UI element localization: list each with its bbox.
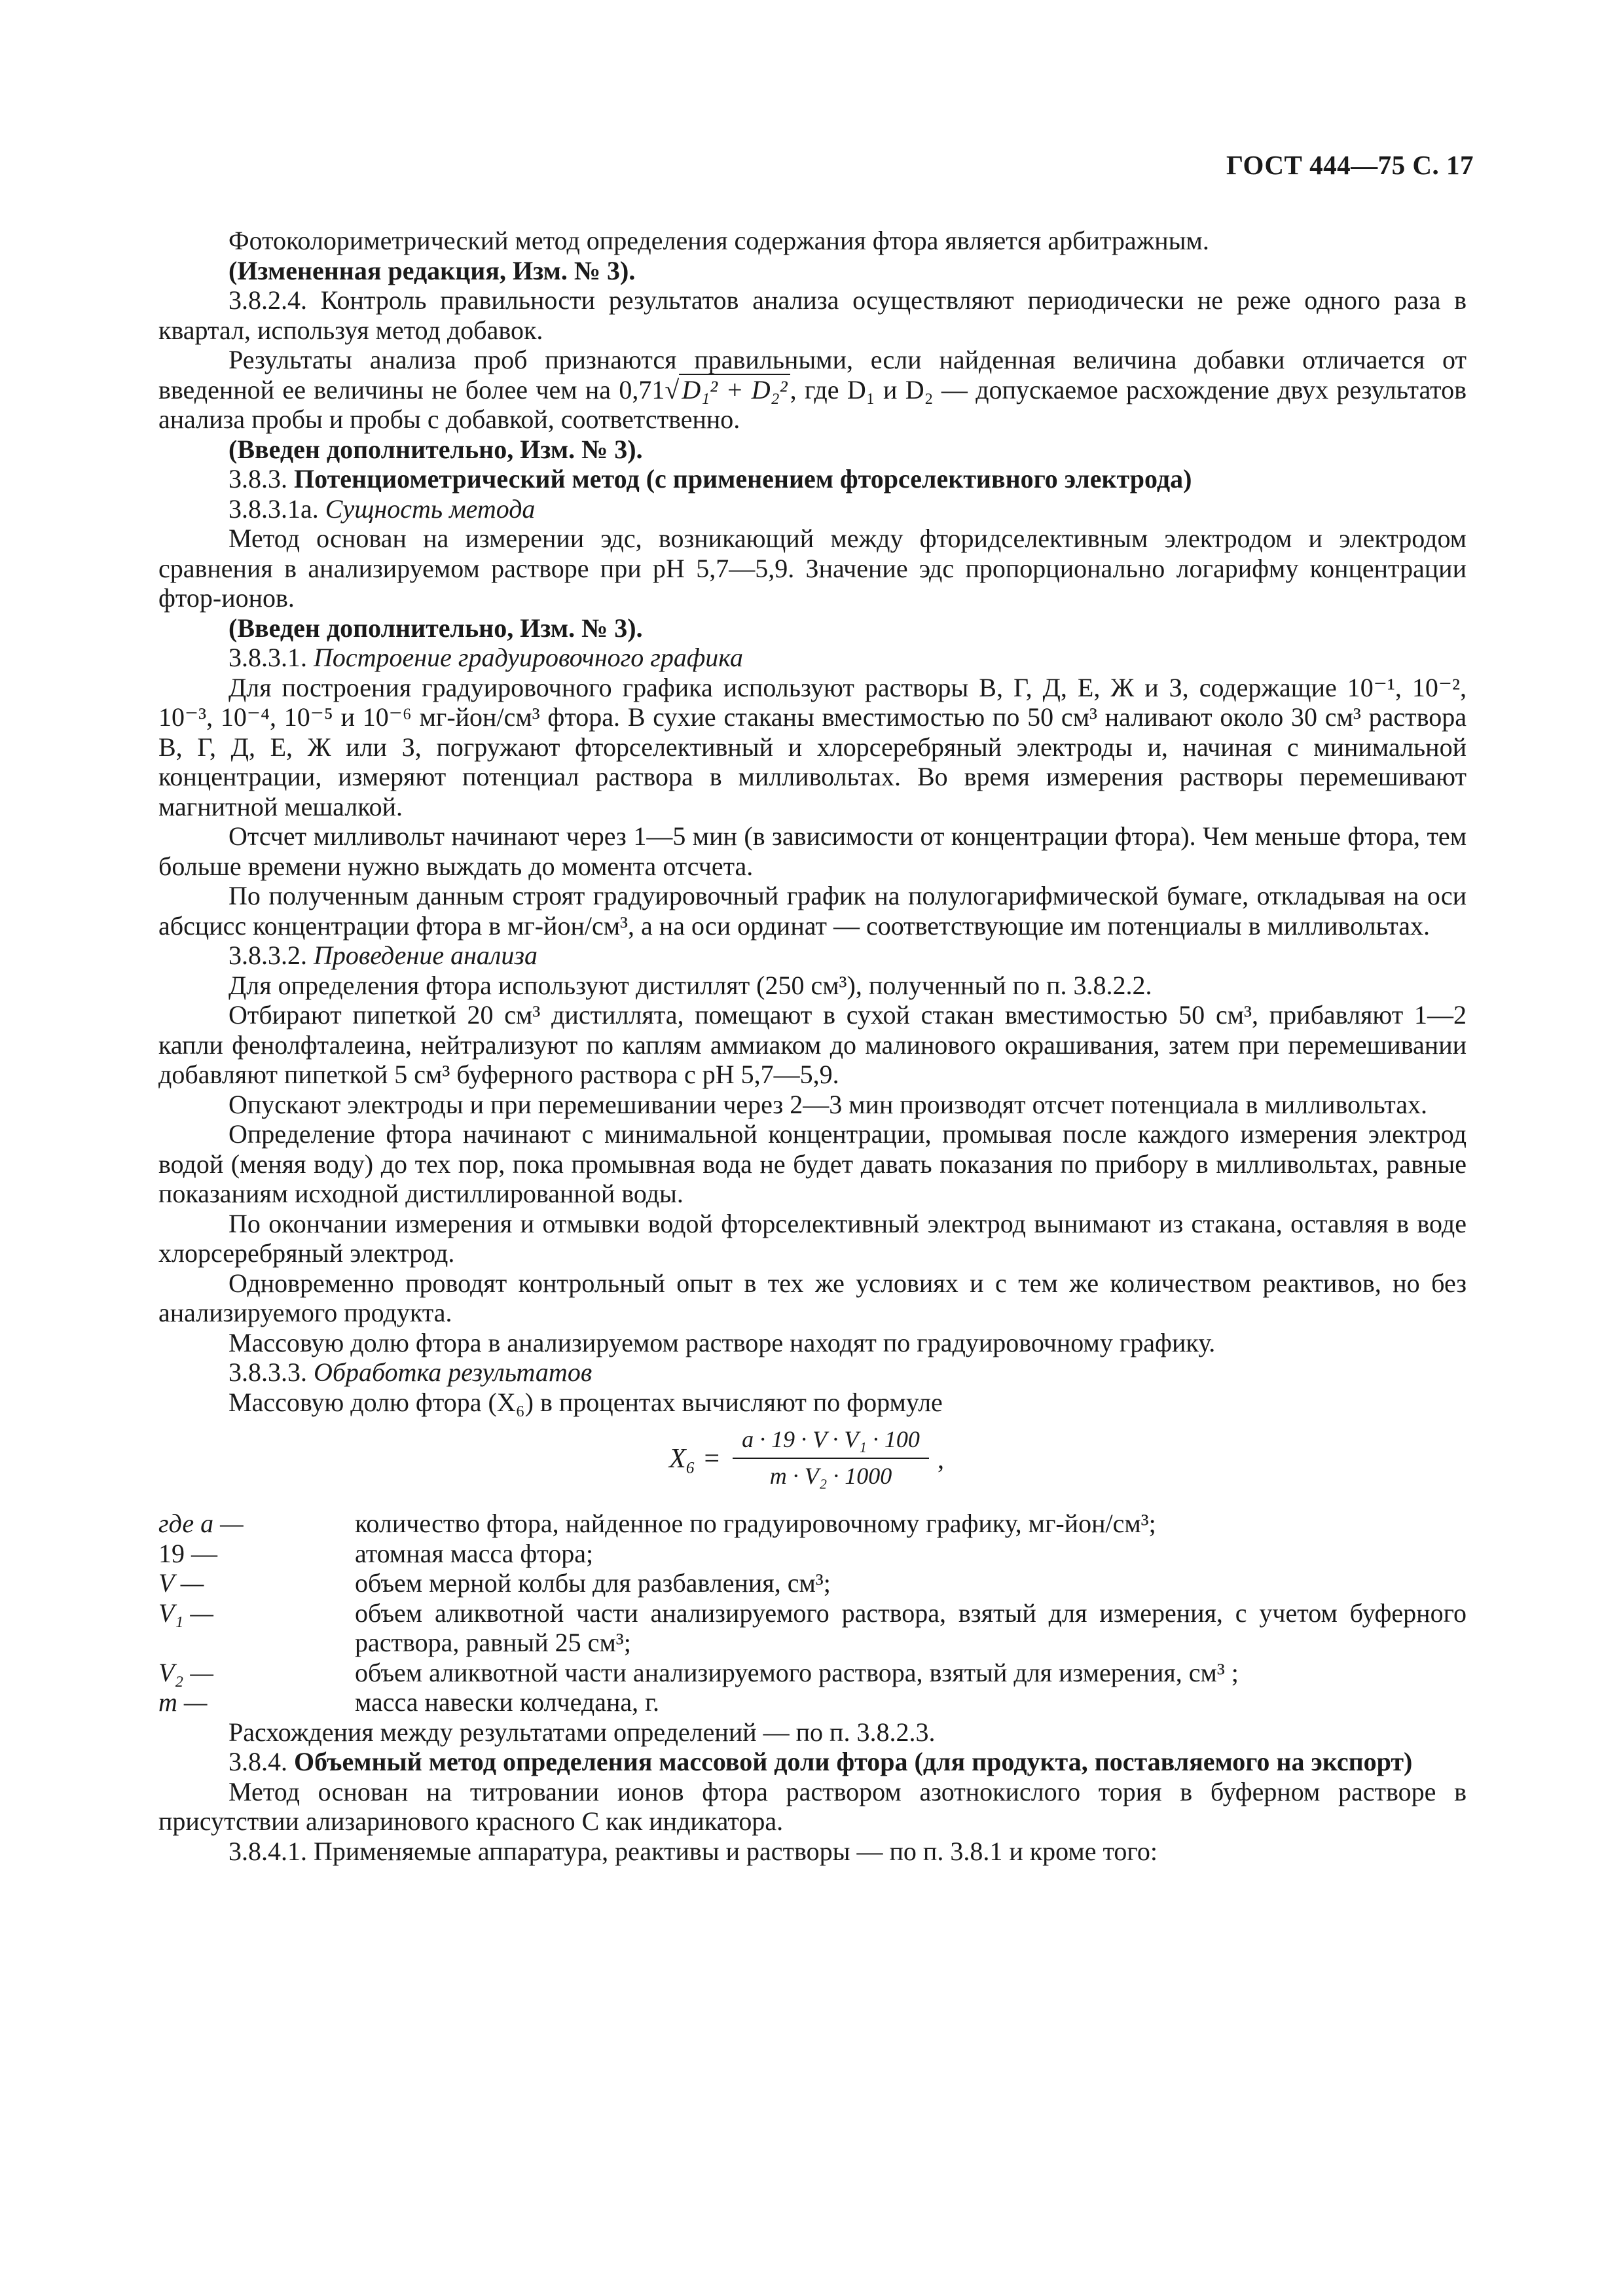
section-title: Объемный метод определения массовой доли фтора (для продукта, поставляемого на экспорт): [294, 1747, 1413, 1776]
section-title: Потенциометрический метод (с применением фторселективного электрода): [294, 464, 1192, 493]
definition-text: атомная масса фтора;: [355, 1538, 594, 1568]
running-head: ГОСТ 444—75 С. 17: [1226, 150, 1474, 180]
paragraph: Опускают электроды и при перемешивании через 2—3 мин производят отсчет потенциала в милливольтах.: [228, 1089, 1427, 1119]
text-run: , где D₁ и D₂ — допускаемое расхождение двух результатов анализа пробы и пробы с добавкой, соответственно.: [158, 374, 1467, 434]
subsection-title: Проведение анализа: [314, 941, 538, 970]
paragraph: Для построения градуировочного графика используют растворы В, Г, Д, Е, Ж и З, содержащие 10⁻¹, 10⁻², 10⁻³, 10⁻⁴, 10⁻⁵ и 10⁻⁶ мг-йон/см³ фтора. В сухие стаканы вместимостью по 50 см³ наливают около 30 см³ раствора В, Г, Д, Е, Ж или З, погружают фторселективный и хлорсеребряный электроды и, начиная с минимальной концентрации, измеряют потенциал раствора в милливольтах. Во время измерения растворы перемешивают магнитной мешалкой.: [158, 672, 1467, 821]
definition-key: 19 —: [158, 1538, 217, 1568]
definition-row: [158, 1568, 1467, 1598]
definition-key: V —: [158, 1568, 204, 1598]
subsection-title: Построение градуировочного графика: [314, 643, 743, 672]
paragraph: Расхождения между результатами определений — по п. 3.8.2.3.: [228, 1717, 936, 1747]
definition-key: V₁ —: [158, 1598, 213, 1628]
paragraph: Одновременно проводят контрольный опыт в тех же условиях и с тем же количеством реактивов, но без анализируемого продукта.: [158, 1268, 1467, 1327]
subsection-title: Обработка результатов: [314, 1357, 593, 1387]
definition-row: [158, 1539, 1467, 1569]
amendment-note: (Измененная редакция, Изм. № 3).: [228, 255, 636, 285]
formula-fraction: [733, 1425, 929, 1491]
definition-text: объем аликвотной части анализируемого раствора, взятый для измерения, см³ ;: [355, 1657, 1239, 1687]
paragraph: Массовую долю фтора (X₆) в процентах вычисляют по формуле: [228, 1387, 943, 1417]
subsection-heading: [158, 941, 1467, 971]
definition-row: [158, 1658, 1467, 1688]
definition-key: m —: [158, 1687, 208, 1717]
paragraph: По полученным данным строят градуировочный график на полулогарифмической бумаге, откладывая на оси абсцисс концентрации фтора в мг-йон/см³, а на оси ординат — соответствующие им потенциалы в милливольтах.: [158, 881, 1467, 941]
sqrt-radicand: D₁² + D₂²: [679, 374, 790, 404]
section-number: 3.8.3.2.: [228, 941, 307, 970]
text-run: Результаты анализа проб признаются правильными, если найденная величина добавки отличается от введенной ее величины не более чем на 0,71: [158, 345, 1467, 404]
section-number: 3.8.4.: [228, 1747, 287, 1776]
paragraph: 3.8.4.1. Применяемые аппаратура, реактивы и растворы — по п. 3.8.1 и кроме того:: [228, 1836, 1158, 1866]
definition-row: [158, 1509, 1467, 1539]
paragraph: Для определения фтора используют дистиллят (250 см³), полученный по п. 3.8.2.2.: [228, 970, 1152, 1000]
paragraph: Отбирают пипеткой 20 см³ дистиллята, помещают в сухой стакан вместимостью 50 см³, прибавляют 1—2 капли фенолфталеина, нейтрализуют по каплям аммиаком до малинового окрашивания, затем при перемешивании добавляют пипеткой 5 см³ буферного раствора с pH 5,7—5,9.: [158, 1000, 1467, 1089]
section-number: 3.8.3.3.: [228, 1357, 307, 1387]
definition-text: масса навески колчедана, г.: [355, 1687, 660, 1717]
document-body: [158, 226, 1467, 1866]
variable-definitions: [158, 1509, 1467, 1717]
formula-numerator: a · 19 · V · V₁ · 100: [733, 1425, 929, 1459]
definition-row: [158, 1687, 1467, 1717]
formula-comma: ,: [938, 1444, 944, 1474]
paragraph: 3.8.2.4. Контроль правильности результатов анализа осуществляют периодически не реже одного раза в квартал, используя метод добавок.: [158, 285, 1467, 345]
definition-key: где a —: [158, 1509, 244, 1538]
section-number: 3.8.3.1а.: [228, 493, 319, 524]
formula-lhs: X₆ =: [669, 1444, 721, 1474]
subsection-title: Сущность метода: [325, 493, 536, 524]
sqrt-expression: √ D₁² + D₂²: [665, 375, 790, 404]
subsection-heading: [158, 1357, 1467, 1388]
definition-row: [158, 1598, 1467, 1658]
section-number: 3.8.3.: [228, 464, 287, 493]
definition-text: объем аликвотной части анализируемого раствора, взятый для измерения, с учетом буферного раствора, равный 25 см³;: [355, 1598, 1467, 1657]
paragraph: Массовую долю фтора в анализируемом растворе находят по градуировочному графику.: [228, 1327, 1216, 1357]
amendment-note: (Введен дополнительно, Изм. № 3).: [228, 434, 643, 464]
paragraph: Метод основан на измерении эдс, возникающий между фторидселективным электродом и электродом сравнения в анализируемом растворе при pH 5,7—5,9. Значение эдс пропорционально логарифму концентрации фтор-ионов.: [158, 524, 1467, 613]
subsection-heading: [158, 643, 1467, 673]
definition-text: объем мерной колбы для разбавления, см³;: [355, 1568, 831, 1598]
amendment-note: (Введен дополнительно, Изм. № 3).: [228, 613, 643, 643]
paragraph: Метод основан на титровании ионов фтора раствором азотнокислого тория в буферном растворе в присутствии ализаринового красного С как индикатора.: [158, 1776, 1467, 1836]
formula-denominator: m · V₂ · 1000: [769, 1462, 892, 1489]
definition-text: количество фтора, найденное по градуировочному графику, мг-йон/см³;: [355, 1509, 1156, 1538]
paragraph: Отсчет милливольт начинают через 1—5 мин (в зависимости от концентрации фтора). Чем меньше фтора, тем больше времени нужно выждать до момента отсчета.: [158, 821, 1467, 881]
subsection-heading: [158, 494, 1467, 524]
formula-x6: [158, 1425, 1467, 1502]
paragraph: Фотоколориметрический метод определения содержания фтора является арбитражным.: [228, 226, 1209, 255]
definition-key: V₂ —: [158, 1657, 213, 1687]
section-number: 3.8.3.1.: [228, 643, 307, 672]
section-heading: [158, 464, 1467, 494]
paragraph: [158, 345, 1467, 435]
section-heading: [158, 1747, 1467, 1777]
paragraph: Определение фтора начинают с минимальной концентрации, промывая после каждого измерения электрод водой (меняя воду) до тех пор, пока промывная вода не будет давать показания по прибору в милливольтах, равные показаниям исходной дистиллированной воды.: [158, 1119, 1467, 1208]
paragraph: По окончании измерения и отмывки водой фторселективный электрод вынимают из стакана, оставляя в воде хлорсеребряный электрод.: [158, 1208, 1467, 1268]
